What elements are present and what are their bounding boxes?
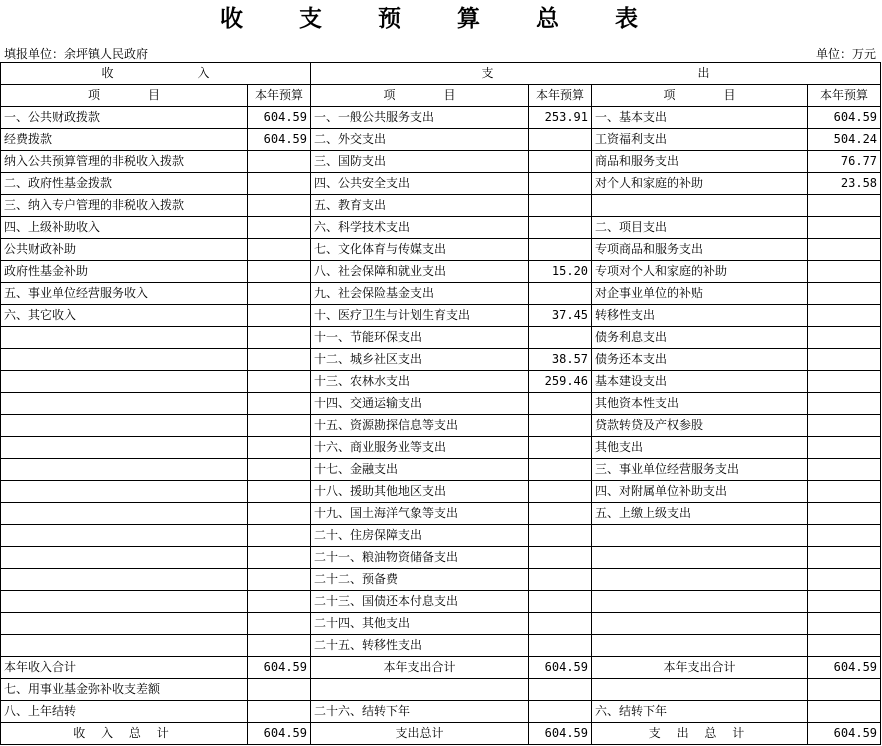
func-budget-cell	[529, 525, 592, 547]
func-item-cell: 十一、节能环保支出	[311, 327, 529, 349]
table-row	[1, 393, 881, 415]
econ-item-cell	[592, 635, 808, 657]
income-item-cell	[1, 349, 248, 371]
econ-item-cell	[592, 613, 808, 635]
income-item-cell: 七、用事业基金弥补收支差额	[1, 679, 248, 701]
econ-budget-cell	[808, 701, 881, 723]
func-budget-cell: 604.59	[529, 657, 592, 679]
income-item-cell: 本年收入合计	[1, 657, 248, 679]
income-item-cell: 政府性基金补助	[1, 261, 248, 283]
income-budget-cell	[248, 195, 311, 217]
income-item-cell	[1, 481, 248, 503]
income-budget-cell	[248, 305, 311, 327]
func-budget-cell	[529, 239, 592, 261]
income-item-cell	[1, 437, 248, 459]
func-budget-cell	[529, 591, 592, 613]
func-item-cell: 八、社会保障和就业支出	[311, 261, 529, 283]
econ-budget-cell	[808, 393, 881, 415]
income-budget-cell	[248, 349, 311, 371]
table-row	[1, 569, 881, 591]
econ-budget-cell	[808, 503, 881, 525]
func-item-cell: 十四、交通运输支出	[311, 393, 529, 415]
econ-budget-header: 本年预算	[808, 85, 881, 107]
func-budget-cell	[529, 327, 592, 349]
econ-item-cell: 专项对个人和家庭的补助	[592, 261, 808, 283]
income-item-cell	[1, 635, 248, 657]
func-item-cell: 十三、农林水支出	[311, 371, 529, 393]
econ-item-header: 项 目	[592, 85, 808, 107]
table-row	[1, 613, 881, 635]
table-row	[1, 701, 881, 723]
income-budget-cell	[248, 173, 311, 195]
econ-budget-cell	[808, 415, 881, 437]
func-item-cell: 十九、国土海洋气象等支出	[311, 503, 529, 525]
func-item-cell: 七、文化体育与传媒支出	[311, 239, 529, 261]
func-item-cell: 支出总计	[311, 723, 529, 745]
func-budget-cell	[529, 679, 592, 701]
func-budget-cell	[529, 613, 592, 635]
income-item-cell: 三、纳入专户管理的非税收入拨款	[1, 195, 248, 217]
func-item-cell: 二十五、转移性支出	[311, 635, 529, 657]
func-budget-cell: 253.91	[529, 107, 592, 129]
income-item-cell	[1, 459, 248, 481]
income-budget-cell	[248, 547, 311, 569]
func-item-cell: 二十四、其他支出	[311, 613, 529, 635]
func-budget-cell	[529, 173, 592, 195]
table-row	[1, 239, 881, 261]
table-row	[1, 107, 881, 129]
econ-item-cell: 转移性支出	[592, 305, 808, 327]
income-item-cell	[1, 371, 248, 393]
econ-budget-cell	[808, 525, 881, 547]
econ-item-cell	[592, 195, 808, 217]
func-item-cell: 二十六、结转下年	[311, 701, 529, 723]
func-item-cell: 二十、住房保障支出	[311, 525, 529, 547]
page-title: 收 支 预 算 总 表	[219, 5, 663, 32]
income-budget-cell	[248, 437, 311, 459]
table-row	[1, 657, 881, 679]
func-item-cell: 二十二、预备费	[311, 569, 529, 591]
income-budget-header: 本年预算	[248, 85, 311, 107]
econ-budget-cell	[808, 481, 881, 503]
func-budget-cell	[529, 195, 592, 217]
econ-budget-cell	[808, 217, 881, 239]
econ-item-cell	[592, 547, 808, 569]
table-row	[1, 547, 881, 569]
table-row	[1, 217, 881, 239]
income-budget-cell	[248, 569, 311, 591]
econ-item-cell: 专项商品和服务支出	[592, 239, 808, 261]
func-item-cell: 九、社会保险基金支出	[311, 283, 529, 305]
income-budget-cell	[248, 613, 311, 635]
income-budget-cell	[248, 503, 311, 525]
income-budget-cell	[248, 393, 311, 415]
table-row	[1, 305, 881, 327]
func-budget-cell	[529, 569, 592, 591]
func-item-cell	[311, 679, 529, 701]
func-item-header: 项 目	[311, 85, 529, 107]
income-item-cell: 收 入 总 计	[1, 723, 248, 745]
table-row	[1, 349, 881, 371]
econ-budget-cell	[808, 569, 881, 591]
table-row	[1, 195, 881, 217]
func-budget-cell: 259.46	[529, 371, 592, 393]
table-row	[1, 679, 881, 701]
income-item-cell: 六、其它收入	[1, 305, 248, 327]
table-row	[1, 635, 881, 657]
econ-item-cell	[592, 591, 808, 613]
table-row	[1, 723, 881, 745]
econ-item-cell: 六、结转下年	[592, 701, 808, 723]
income-budget-cell	[248, 679, 311, 701]
income-budget-cell	[248, 151, 311, 173]
func-item-cell: 十、医疗卫生与计划生育支出	[311, 305, 529, 327]
func-item-cell: 十二、城乡社区支出	[311, 349, 529, 371]
func-budget-header: 本年预算	[529, 85, 592, 107]
econ-item-cell: 对企事业单位的补贴	[592, 283, 808, 305]
econ-budget-cell	[808, 437, 881, 459]
func-budget-cell	[529, 437, 592, 459]
income-item-header: 项 目	[1, 85, 248, 107]
income-item-cell	[1, 415, 248, 437]
income-budget-cell	[248, 283, 311, 305]
func-item-cell: 五、教育支出	[311, 195, 529, 217]
func-item-cell: 本年支出合计	[311, 657, 529, 679]
econ-item-cell: 工资福利支出	[592, 129, 808, 151]
income-budget-cell: 604.59	[248, 723, 311, 745]
income-item-cell	[1, 525, 248, 547]
econ-budget-cell	[808, 371, 881, 393]
income-budget-cell	[248, 217, 311, 239]
econ-budget-cell	[808, 327, 881, 349]
econ-item-cell	[592, 679, 808, 701]
income-budget-cell	[248, 459, 311, 481]
econ-item-cell: 一、基本支出	[592, 107, 808, 129]
econ-budget-cell	[808, 679, 881, 701]
income-budget-cell	[248, 701, 311, 723]
func-budget-cell	[529, 393, 592, 415]
func-item-cell: 一、一般公共服务支出	[311, 107, 529, 129]
func-budget-cell	[529, 415, 592, 437]
econ-item-cell: 三、事业单位经营服务支出	[592, 459, 808, 481]
func-item-cell: 三、国防支出	[311, 151, 529, 173]
func-item-cell: 二十一、粮油物资储备支出	[311, 547, 529, 569]
econ-budget-cell	[808, 459, 881, 481]
econ-budget-cell	[808, 547, 881, 569]
budget-summary-table	[0, 62, 881, 745]
income-budget-cell	[248, 371, 311, 393]
econ-budget-cell	[808, 195, 881, 217]
func-item-cell: 十七、金融支出	[311, 459, 529, 481]
table-row	[1, 503, 881, 525]
func-budget-cell: 37.45	[529, 305, 592, 327]
func-item-cell: 四、公共安全支出	[311, 173, 529, 195]
econ-item-cell: 债务还本支出	[592, 349, 808, 371]
func-budget-cell	[529, 129, 592, 151]
income-item-cell: 二、政府性基金拨款	[1, 173, 248, 195]
table-row	[1, 283, 881, 305]
func-item-cell: 十五、资源勘探信息等支出	[311, 415, 529, 437]
func-budget-cell	[529, 635, 592, 657]
expense-section-header: 支 出	[311, 63, 881, 85]
econ-item-cell: 贷款转贷及产权参股	[592, 415, 808, 437]
income-budget-cell: 604.59	[248, 657, 311, 679]
econ-budget-cell	[808, 261, 881, 283]
func-budget-cell	[529, 547, 592, 569]
income-budget-cell	[248, 327, 311, 349]
fill-unit-label: 填报单位：余坪镇人民政府	[4, 47, 149, 61]
table-row	[1, 151, 881, 173]
econ-item-cell	[592, 569, 808, 591]
income-item-cell	[1, 547, 248, 569]
econ-budget-cell: 604.59	[808, 723, 881, 745]
econ-item-cell: 对个人和家庭的补助	[592, 173, 808, 195]
income-budget-cell	[248, 239, 311, 261]
income-budget-cell	[248, 261, 311, 283]
income-budget-cell	[248, 525, 311, 547]
func-budget-cell	[529, 217, 592, 239]
func-budget-cell	[529, 283, 592, 305]
econ-item-cell: 四、对附属单位补助支出	[592, 481, 808, 503]
econ-budget-cell	[808, 283, 881, 305]
income-budget-cell	[248, 591, 311, 613]
income-item-cell: 纳入公共预算管理的非税收入拨款	[1, 151, 248, 173]
income-budget-cell: 604.59	[248, 129, 311, 151]
func-budget-cell: 15.20	[529, 261, 592, 283]
income-item-cell: 经费拨款	[1, 129, 248, 151]
table-row	[1, 525, 881, 547]
func-item-cell: 二十三、国债还本付息支出	[311, 591, 529, 613]
func-budget-cell: 604.59	[529, 723, 592, 745]
econ-item-cell: 基本建设支出	[592, 371, 808, 393]
econ-item-cell: 五、上缴上级支出	[592, 503, 808, 525]
table-row	[1, 437, 881, 459]
income-item-cell: 一、公共财政拨款	[1, 107, 248, 129]
econ-item-cell: 其他资本性支出	[592, 393, 808, 415]
econ-budget-cell	[808, 591, 881, 613]
econ-budget-cell	[808, 305, 881, 327]
table-row	[1, 591, 881, 613]
econ-item-cell: 本年支出合计	[592, 657, 808, 679]
econ-budget-cell: 604.59	[808, 107, 881, 129]
econ-item-cell: 支 出 总 计	[592, 723, 808, 745]
income-item-cell	[1, 613, 248, 635]
econ-item-cell: 债务利息支出	[592, 327, 808, 349]
column-header-row	[1, 85, 881, 107]
income-item-cell	[1, 503, 248, 525]
econ-item-cell: 商品和服务支出	[592, 151, 808, 173]
func-item-cell: 六、科学技术支出	[311, 217, 529, 239]
income-item-cell	[1, 393, 248, 415]
income-section-header: 收 入	[1, 63, 311, 85]
func-budget-cell: 38.57	[529, 349, 592, 371]
econ-budget-cell: 76.77	[808, 151, 881, 173]
section-header-row	[1, 63, 881, 85]
income-budget-cell	[248, 481, 311, 503]
func-budget-cell	[529, 701, 592, 723]
table-row	[1, 129, 881, 151]
func-item-cell: 十六、商业服务业等支出	[311, 437, 529, 459]
table-row	[1, 173, 881, 195]
income-item-cell	[1, 591, 248, 613]
econ-budget-cell: 604.59	[808, 657, 881, 679]
table-row	[1, 459, 881, 481]
table-row	[1, 371, 881, 393]
econ-item-cell	[592, 525, 808, 547]
econ-budget-cell	[808, 349, 881, 371]
income-item-cell	[1, 569, 248, 591]
income-budget-cell	[248, 635, 311, 657]
func-item-cell: 十八、援助其他地区支出	[311, 481, 529, 503]
table-row	[1, 261, 881, 283]
table-row	[1, 481, 881, 503]
func-item-cell: 二、外交支出	[311, 129, 529, 151]
econ-budget-cell: 504.24	[808, 129, 881, 151]
func-budget-cell	[529, 459, 592, 481]
income-item-cell: 四、上级补助收入	[1, 217, 248, 239]
income-item-cell: 八、上年结转	[1, 701, 248, 723]
econ-item-cell: 其他支出	[592, 437, 808, 459]
econ-budget-cell	[808, 635, 881, 657]
unit-label: 单位：万元	[815, 47, 876, 61]
income-budget-cell: 604.59	[248, 107, 311, 129]
func-budget-cell	[529, 151, 592, 173]
income-budget-cell	[248, 415, 311, 437]
func-budget-cell	[529, 503, 592, 525]
econ-item-cell: 二、项目支出	[592, 217, 808, 239]
func-budget-cell	[529, 481, 592, 503]
income-item-cell: 公共财政补助	[1, 239, 248, 261]
econ-budget-cell	[808, 613, 881, 635]
econ-budget-cell: 23.58	[808, 173, 881, 195]
income-item-cell: 五、事业单位经营服务收入	[1, 283, 248, 305]
income-item-cell	[1, 327, 248, 349]
econ-budget-cell	[808, 239, 881, 261]
table-row	[1, 415, 881, 437]
table-row	[1, 327, 881, 349]
